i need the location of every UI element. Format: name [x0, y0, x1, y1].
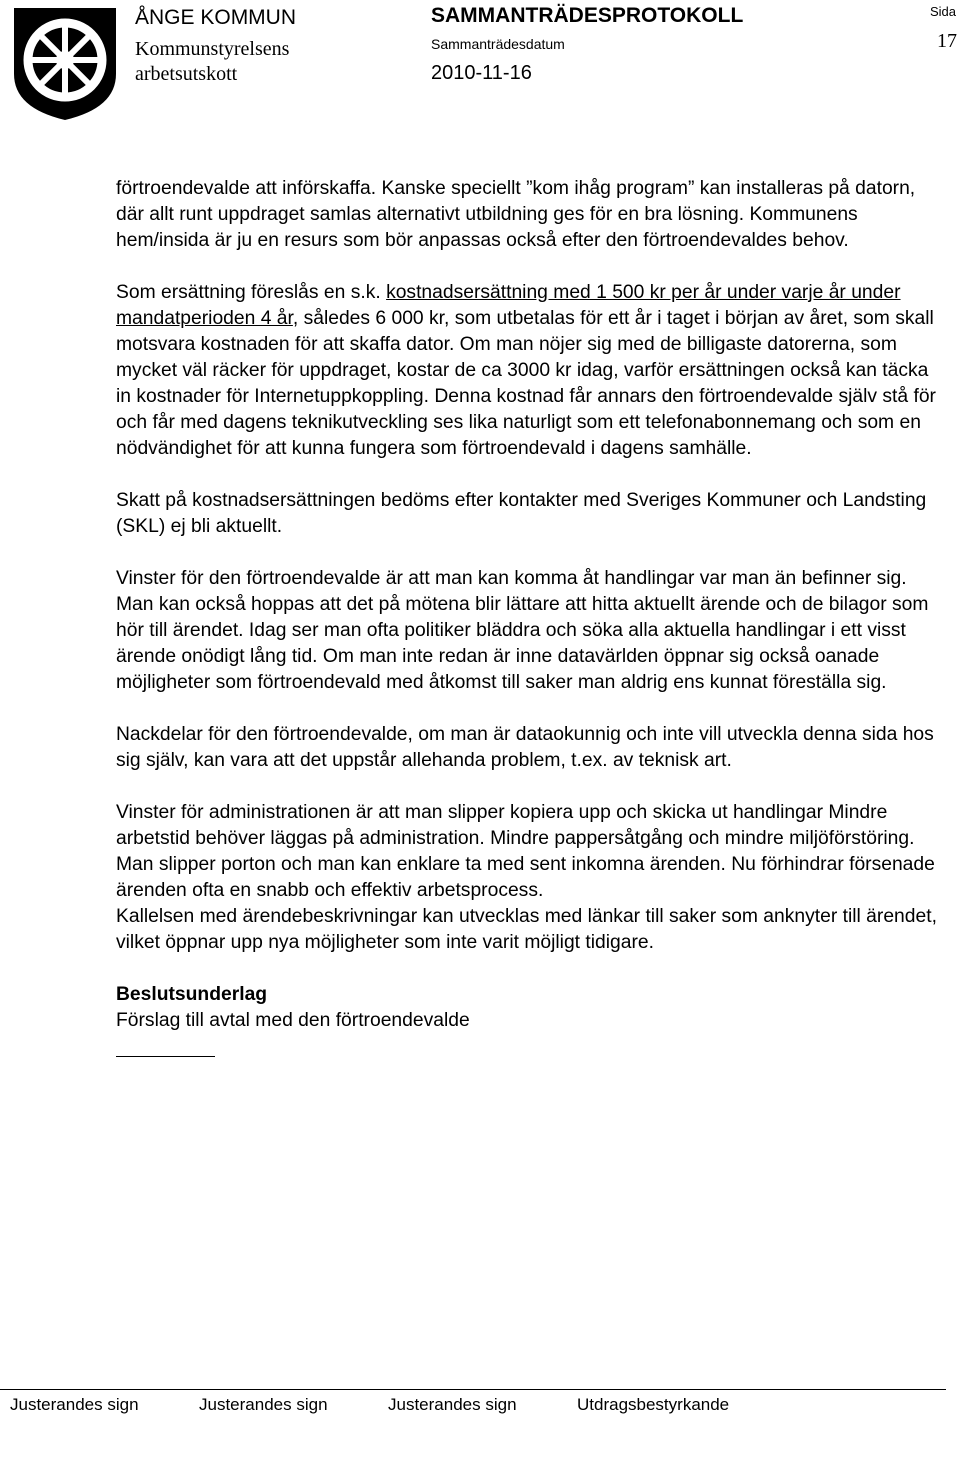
paragraph-2-start: Som ersättning föreslås en s.k. — [116, 282, 387, 303]
org-name: ÅNGE KOMMUN — [135, 6, 297, 29]
department-line-2: arbetsutskott — [135, 63, 238, 85]
paragraph-3: Skatt på kostnadsersättningen bedöms efter kontakter med Sveriges Kommuner och Landsting (SKL) ej bli aktuellt. — [116, 490, 927, 537]
meeting-date-value: 2010-11-16 — [431, 62, 532, 84]
signature-line — [116, 1056, 215, 1057]
document-title: SAMMANTRÄDESPROTOKOLL — [431, 4, 744, 27]
paragraph-2-rest: , således 6 000 kr, som utbetalas för ett år i taget i början av året, som skall motsvara kostnaden för att skaffa dator. Om man nöjer sig med de billigaste datorerna, som mycket väl räcker för uppdraget, kostar de ca 3000 kr idag, varför ersättningen också kan täcka in kostnader för Internetuppkoppling. Denna kostnad får annars den förtroendevalde själv stå för och får med dagens teknikutveckling ses lika naturligt som ett telefonabonnemang och som en nödvändighet för att kunna fungera som förtroendevald i dagens samhälle. — [116, 308, 936, 459]
paragraph-2 — [116, 280, 946, 462]
paragraph-6: Vinster för administrationen är att man slipper kopiera upp och skicka ut handlingar Mindre arbetstid behöver läggas på administration. Mindre pappersåtgång och mindre miljöförstöring. Man slipper porton och man kan enklare ta med sent inkomna ärenden. Nu förhindrar försenade ärenden ofta en snabb och effektiv arbetsprocess. — [116, 802, 935, 901]
paragraph-7: Kallelsen med ärendebeskrivningar kan utvecklas med länkar till saker som anknyter till ärendet, vilket öppnar upp nya möjligheter som inte varit möjligt tidigare. — [116, 906, 937, 953]
footer-sign-2: Justerandes sign — [199, 1395, 328, 1414]
paragraph-4: Vinster för den förtroendevalde är att man kan komma åt handlingar var man än befinner sig. Man kan också hoppas att det på mötena blir lättare att hitta aktuellt ärende och de bilagor som hör till ärendet. Idag ser man ofta politiker bläddra och söka alla aktuella handlingar i ett visst ärende onödigt lång tid. Om man inte redan är inne datavärlden öppnar sig också oanade möjligheter som förtroendevald med åtkomst till saker man aldrig ens kunnat föreställa sig. — [116, 568, 929, 693]
document-body — [116, 176, 946, 1057]
footer-divider — [0, 1389, 946, 1390]
footer-sign-1: Justerandes sign — [10, 1395, 139, 1414]
page-number: 17 — [937, 30, 957, 52]
footer-sign-3: Justerandes sign — [388, 1395, 517, 1414]
decision-basis-item: Förslag till avtal med den förtroendevalde — [116, 1010, 470, 1031]
paragraph-5: Nackdelar för den förtroendevalde, om man är dataokunnig och inte vill utveckla denna sida hos sig själv, kan vara att det uppstår allehanda problem, t.ex. av teknisk art. — [116, 724, 934, 771]
footer-certification: Utdragsbestyrkande — [577, 1395, 730, 1414]
department-line-1: Kommunstyrelsens — [135, 38, 290, 60]
coat-of-arms-icon — [6, 4, 124, 122]
paragraph-2-underlined: kostnadsersättning med 1 500 kr per år under varje år under mandatperioden 4 år — [116, 282, 901, 329]
page-label: Sida — [930, 4, 957, 19]
meeting-date-label: Sammanträdesdatum — [431, 36, 565, 52]
paragraph-1: förtroendevalde att införskaffa. Kanske speciellt ”kom ihåg program” kan installeras på datorn, där allt runt uppdraget samlas alternativt utbildning ges för en bra lösning. Kommunens hem/insida är ju en resurs som bör anpassas också efter den förtroendevaldes behov. — [116, 178, 916, 251]
section-heading: Beslutsunderlag — [116, 984, 268, 1005]
